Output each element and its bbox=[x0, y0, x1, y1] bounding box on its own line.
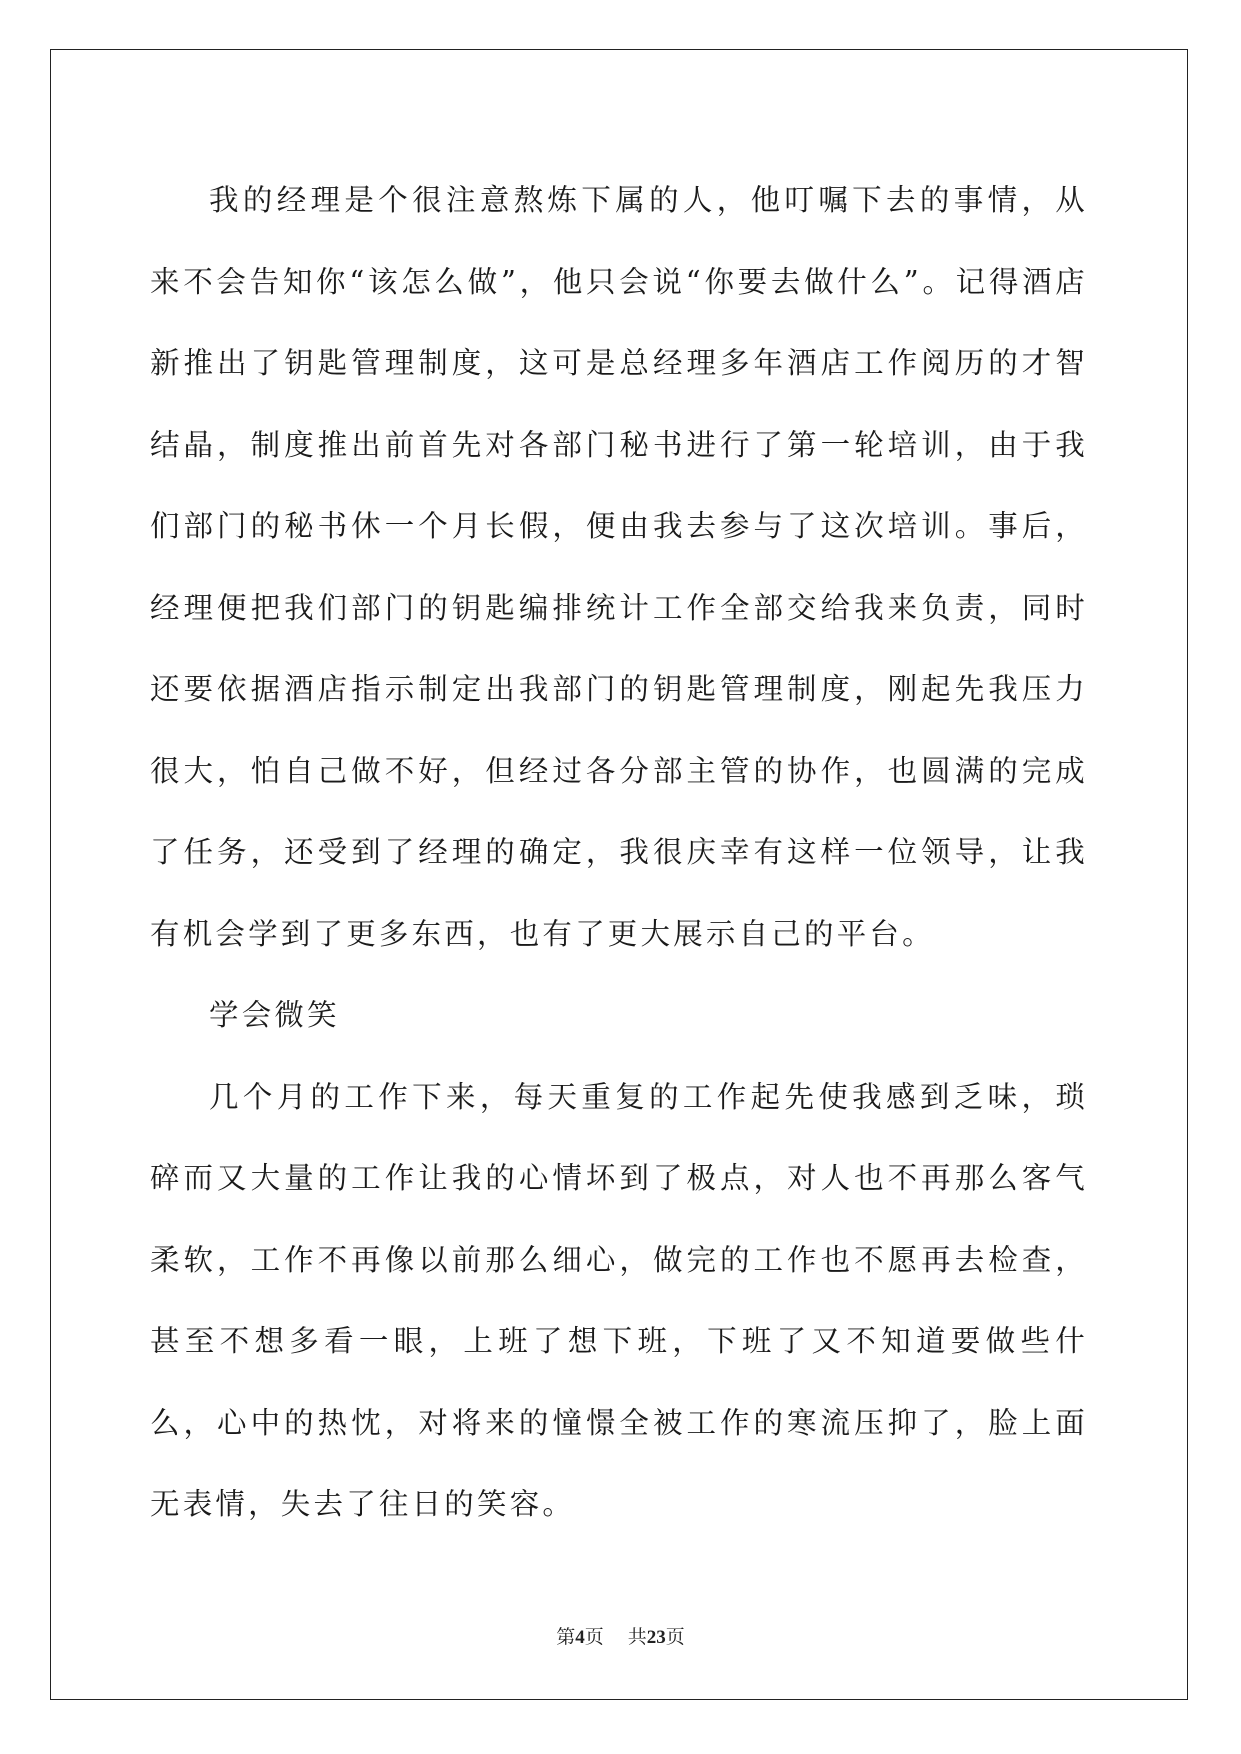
page-number: 4 bbox=[575, 1627, 585, 1648]
paragraph-learn-to-smile: 几个月的工作下来，每天重复的工作起先使我感到乏味，琐碎而又大量的工作让我的心情坏到了极点，对人也不再那么客气柔软，工作不再像以前那么细心，做完的工作也不愿再去检查，甚至不想多看一眼，上班了想下班，下班了又不知道要做些什么，心中的热忱，对将来的憧憬全被工作的寒流压抑了，脸上面无表情，失去了往日的笑容。 bbox=[150, 1079, 1088, 1521]
paragraph-manager-training: 我的经理是个很注意熬炼下属的人，他叮嘱下去的事情，从来不会告知你“该怎么做”，他只会说“你要去做什么”。记得酒店新推出了钥匙管理制度，这可是总经理多年酒店工作阅历的才智结晶，制度推出前首先对各部门秘书进行了第一轮培训，由于我们部门的秘书休一个月长假，便由我去参与了这次培训。事后，经理便把我们部门的钥匙编排统计工作全部交给我来负责，同时还要依据酒店指示制定出我部门的钥匙管理制度，刚起先我压力很大，怕自己做不好，但经过各分部主管的协作，也圆满的完成了任务，还受到了经理的确定，我很庆幸有这样一位领导，让我有机会学到了更多东西，也有了更大展示自己的平台。 bbox=[150, 183, 1088, 951]
document-body bbox=[150, 160, 1088, 1546]
total-suffix: 页 bbox=[665, 1627, 685, 1648]
section-heading: 学会微笑 bbox=[209, 998, 340, 1032]
total-prefix: 共 bbox=[627, 1627, 647, 1648]
page-suffix: 页 bbox=[584, 1627, 604, 1648]
total-pages: 23 bbox=[646, 1627, 666, 1648]
page-footer bbox=[0, 1622, 1241, 1649]
page-prefix: 第 bbox=[556, 1627, 576, 1648]
